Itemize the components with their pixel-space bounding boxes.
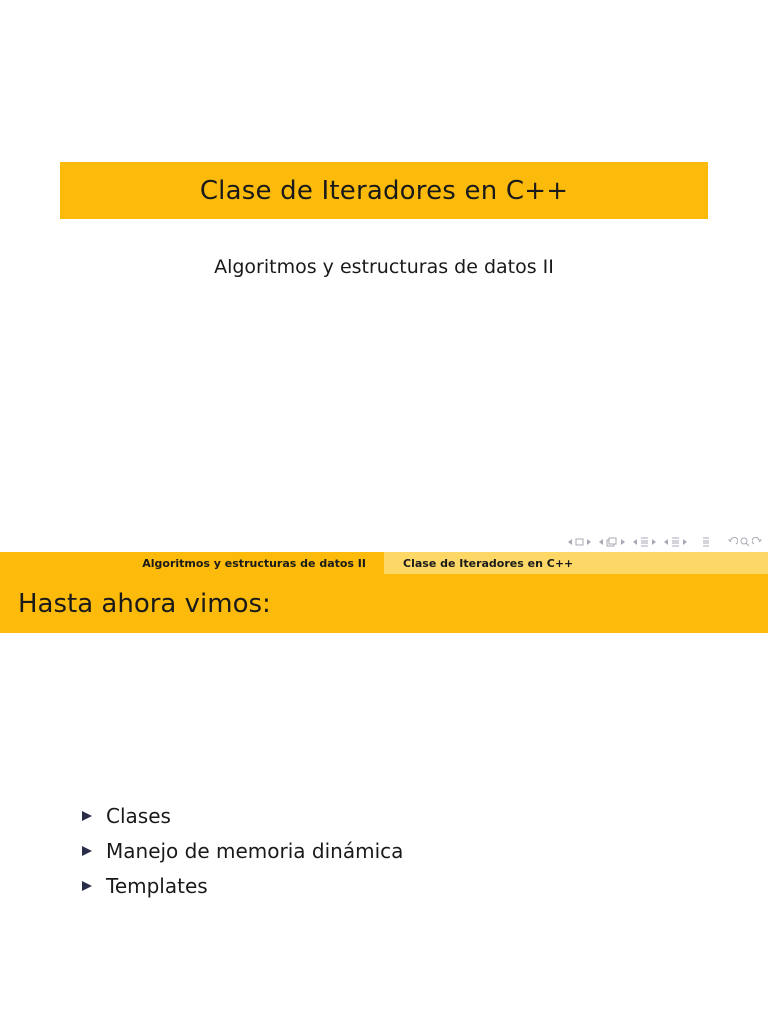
nav-frame-prev-icon[interactable] (567, 538, 573, 546)
list-item-text: Manejo de memoria dinámica (106, 838, 404, 863)
navigation-bar (567, 534, 762, 550)
nav-section-group (632, 537, 657, 547)
slide-subtitle: Algoritmos y estructuras de datos II (214, 256, 554, 278)
nav-subsection-prev-icon[interactable] (598, 538, 604, 546)
bullet-triangle-icon (82, 846, 92, 856)
slide-title-box (60, 162, 708, 219)
nav-subsection-icon[interactable] (606, 537, 618, 547)
headline-bar (0, 552, 768, 574)
frame-title-bar (0, 574, 768, 633)
nav-search-icon[interactable] (740, 537, 750, 547)
nav-frame-group (567, 538, 592, 546)
list-item (82, 868, 403, 903)
bullet-list (82, 798, 403, 903)
headline-right[interactable] (384, 552, 768, 574)
nav-doc-group (702, 537, 710, 547)
nav-doc-icon[interactable] (702, 537, 710, 547)
list-item-text: Clases (106, 803, 171, 828)
bullet-triangle-icon (82, 811, 92, 821)
list-item-text: Templates (106, 873, 208, 898)
nav-part-icon[interactable] (671, 537, 680, 547)
headline-left[interactable] (0, 552, 384, 574)
nav-subsection-next-icon[interactable] (620, 538, 626, 546)
list-item (82, 833, 403, 868)
frame-title: Hasta ahora vimos: (18, 588, 271, 619)
headline-right-text: Clase de Iteradores en C++ (403, 556, 574, 570)
content-slide (0, 552, 768, 1024)
bullet-triangle-icon (82, 881, 92, 891)
headline-left-text: Algoritmos y estructuras de datos II (142, 556, 366, 570)
nav-section-icon[interactable] (640, 537, 649, 547)
slide-title: Clase de Iteradores en C++ (199, 175, 569, 206)
nav-forward-icon[interactable] (752, 537, 762, 547)
nav-back-icon[interactable] (728, 537, 738, 547)
nav-frame-next-icon[interactable] (586, 538, 592, 546)
nav-section-prev-icon[interactable] (632, 538, 638, 546)
nav-search-group (728, 537, 762, 547)
nav-part-next-icon[interactable] (682, 538, 688, 546)
nav-frame-icon[interactable] (575, 538, 584, 546)
list-item (82, 798, 403, 833)
nav-part-group (663, 537, 688, 547)
nav-part-prev-icon[interactable] (663, 538, 669, 546)
nav-subsection-group (598, 537, 626, 547)
nav-section-next-icon[interactable] (651, 538, 657, 546)
